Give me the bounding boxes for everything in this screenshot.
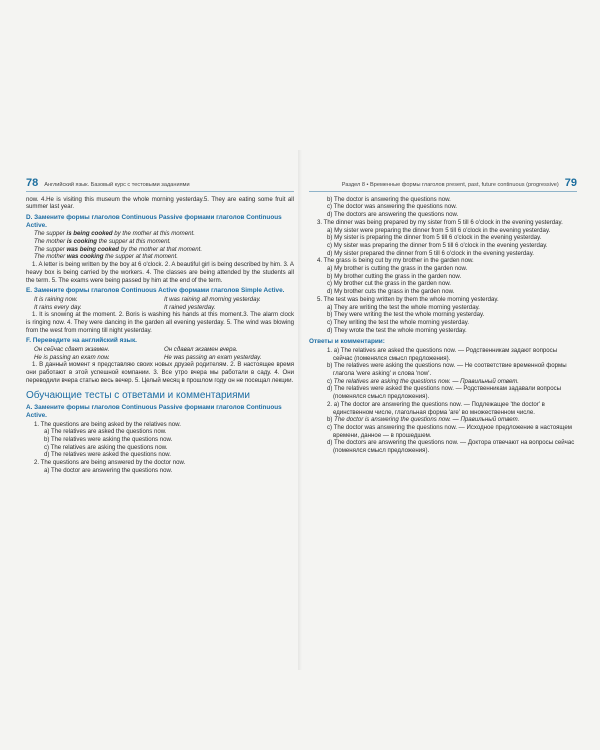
example-text: It was raining all morning yesterday. [164, 295, 261, 303]
answer-option: a) My brother is cutting the grass in the garden now. [327, 265, 468, 273]
verb-form: was being cooked [66, 245, 120, 253]
example-line [26, 230, 294, 238]
example-pair [26, 296, 294, 304]
answer-label: c) [327, 377, 334, 385]
page-number: 78 [26, 177, 39, 189]
answer-option: d) The doctors are answering the questions now. [327, 211, 459, 219]
answer-option: a) The relatives are asked the questions now. [44, 428, 167, 436]
page-gutter [298, 150, 302, 670]
answer-label: d) [327, 439, 335, 447]
section-e-exercise: 1. It is snowing at the moment. 2. Boris is washing his hands at this moment.3. The alarm clock is ringing now. 4. They were dancing in the garden all evening yesterday. 5. The wind was blowing from the west from morning till night yesterday. [26, 311, 294, 334]
answer-option: c) The doctor was answering the questions now. [327, 203, 457, 211]
answers-heading: Ответы и комментарии: [309, 338, 385, 346]
answers-list [309, 347, 577, 455]
question-4-options [309, 265, 577, 296]
section-e-examples [26, 296, 294, 311]
verb-form: was cooking [66, 253, 104, 261]
example-text: The supper [34, 245, 67, 253]
answer-option: d) My brother cuts the grass in the garden now. [327, 288, 455, 296]
answer-option: b) My sister is preparing the dinner from 5 till 6 o'clock in the evening yesterday. [327, 234, 542, 242]
test-items-continued [309, 196, 577, 219]
answer-comment [309, 439, 577, 454]
comment-text: The relatives were asked the questions now. — Родственникам задавали вопросы (поменялся смысл предложения). [333, 385, 562, 401]
verb-form: is cooking [66, 238, 97, 245]
answer-comment [309, 401, 577, 416]
answer-option: d) The relatives were asked the questions now. [44, 451, 171, 459]
answer-comment [309, 362, 577, 377]
answer-option: d) They wrote the test the whole morning yesterday. [327, 326, 467, 334]
right-page [309, 178, 577, 455]
answer-option: a) The doctor are answering the questions now. [44, 466, 173, 474]
page-number: 79 [564, 177, 577, 189]
comment-text: The doctor is answering the questions now. — Правильный ответ. [334, 416, 520, 424]
answer-option: c) My brother cut the grass in the garden now. [327, 280, 451, 288]
example-text: the supper at this moment. [97, 238, 171, 245]
question-5-options [309, 304, 577, 335]
example-text: It rains every day. [34, 303, 82, 311]
section-d-title: D. Замените формы глаголов Continuous Passive формами глаголов Continuous Active. [26, 214, 282, 229]
answer-option: a) They are writing the test the whole morning yesterday. [327, 303, 480, 311]
answer-option: a) My sister were preparing the dinner from 5 till 6 o'clock in the evening yesterday. [327, 226, 551, 234]
example-text: The mother [34, 253, 67, 261]
intro-text: now. 4.He is visiting this museum the whole morning yesterday.5. They are eating some fruit all summer last year. [26, 195, 294, 211]
example-text: by the mother at that moment. [119, 245, 203, 253]
section-e-title: E. Замените формы глаголов Continuous Active формами глаголов Simple Active. [26, 287, 285, 295]
tests-heading: Обучающие тесты с ответами и комментариями [26, 390, 250, 402]
example-pair [26, 304, 294, 312]
comment-text: The relatives are asking the questions now. — Правильный ответ. [333, 377, 519, 385]
question-3-options [309, 227, 577, 258]
verb-form: is being cooked [66, 230, 113, 238]
comment-text: The relatives were asking the questions now. — Не соответствие временной формы глагола 'were asking' и слова 'now'. [333, 362, 567, 378]
running-head: Раздел 8 • Временные формы глаголов present, past, future continuous (progressive) [341, 182, 559, 188]
answer-comment [309, 416, 577, 424]
answer-label: 2. a) [327, 400, 341, 408]
example-text: Он сдавал экзамен вчера. [164, 345, 238, 353]
answer-option: b) My brother cutting the grass in the garden now. [327, 272, 462, 280]
left-page [26, 178, 294, 475]
answer-comment [309, 347, 577, 362]
answer-comment [309, 378, 577, 386]
comment-text: The relatives are asked the questions now. — Родственникам задают вопросы сейчас (поменялся смысл предложения). [333, 346, 558, 362]
answer-label: c) [327, 423, 334, 431]
running-head: Английский язык. Базовый курс с тестовыми заданиями [44, 182, 190, 188]
question-5: 5. The test was being written by them the whole morning yesterday. [317, 295, 499, 303]
section-d-examples [26, 230, 294, 261]
answer-option: d) My sister prepared the dinner from 5 till 6 o'clock in the evening yesterday. [327, 249, 534, 257]
section-f-title: F. Переведите на английский язык. [26, 337, 137, 345]
example-text: the supper at that moment. [103, 253, 178, 261]
answer-option: c) They writing the test the whole morning yesterday. [327, 318, 470, 326]
answer-label: b) [327, 362, 335, 370]
section-f-examples [26, 346, 294, 361]
example-line [26, 238, 294, 246]
example-pair [26, 346, 294, 354]
section-d-exercise: 1. A letter is being written by the boy at 6 o'clock. 2. A beautiful girl is being described by him. 3. A heavy box is being carried by the workers. 4. The classes are being attended by the students all the term. 5. The exams were being passed by him at the end of the term. [26, 261, 294, 284]
comment-text: The doctor are answering the questions now. — Подлежащее 'the doctor' в единственном числе, глагольная форма 'are' во множественном числе. [333, 400, 545, 416]
answer-label: d) [327, 385, 335, 393]
example-pair [26, 354, 294, 362]
answer-option: b) The doctor is answering the questions now. [327, 195, 451, 203]
answer-option: c) The relatives are asking the questions now. [44, 443, 168, 451]
example-line [26, 253, 294, 261]
example-text: He was passing an exam yesterday. [164, 353, 262, 361]
right-running-header [309, 178, 577, 192]
section-f-exercise: 1. В данный момент я представляю своих новых друзей родителям. 2. В настоящее время они работают в этой успешной компании. 3. Все утро вчера мы работали в саду. 4. Они переводили вчера статью весь вечер. 5. Целый месяц в прошлом году он не посещал лекции. [26, 361, 294, 384]
example-text: by the mother at this moment. [112, 230, 195, 238]
answer-label: b) [327, 416, 335, 424]
comment-text: The doctor was answering the questions now. — Исходное предложение в настоящем времени, данное — в прошедшем. [333, 423, 572, 439]
section-a-title: A. Замените формы глаголов Continuous Passive формами глаголов Continuous Active. [26, 404, 282, 420]
question-4: 4. The grass is being cut by my brother in the garden now. [317, 257, 474, 265]
example-text: Он сейчас сдает экзамен. [34, 345, 110, 353]
answer-option: c) My sister was preparing the dinner from 5 till 6 o'clock in the evening yesterday. [327, 241, 548, 249]
question: 1. The questions are being asked by the relatives now. [34, 420, 181, 428]
example-text: It rained yesterday. [164, 303, 216, 311]
answer-option: b) They were writing the test the whole morning yesterday. [327, 311, 485, 319]
question-3: 3. The dinner was being prepared by my sister from 5 till 6 o'clock in the evening yesterday. [317, 218, 563, 226]
example-line [26, 246, 294, 254]
example-text: He is passing an exam now. [34, 353, 110, 361]
example-text: The mother [34, 238, 67, 245]
answer-option: b) The relatives were asking the questions now. [44, 436, 173, 444]
answer-comment [309, 424, 577, 439]
example-text: It is raining now. [34, 295, 78, 303]
comment-text: The doctors are answering the questions now. — Доктора отвечают на вопросы сейчас (поменялся смысл предложения). [333, 439, 575, 455]
answer-label: 1. a) [327, 346, 341, 354]
answer-comment [309, 385, 577, 400]
left-running-header [26, 178, 294, 192]
example-text: The supper [34, 230, 67, 238]
question: 2. The questions are being answered by the doctor now. [34, 459, 186, 467]
test-items [26, 421, 294, 475]
